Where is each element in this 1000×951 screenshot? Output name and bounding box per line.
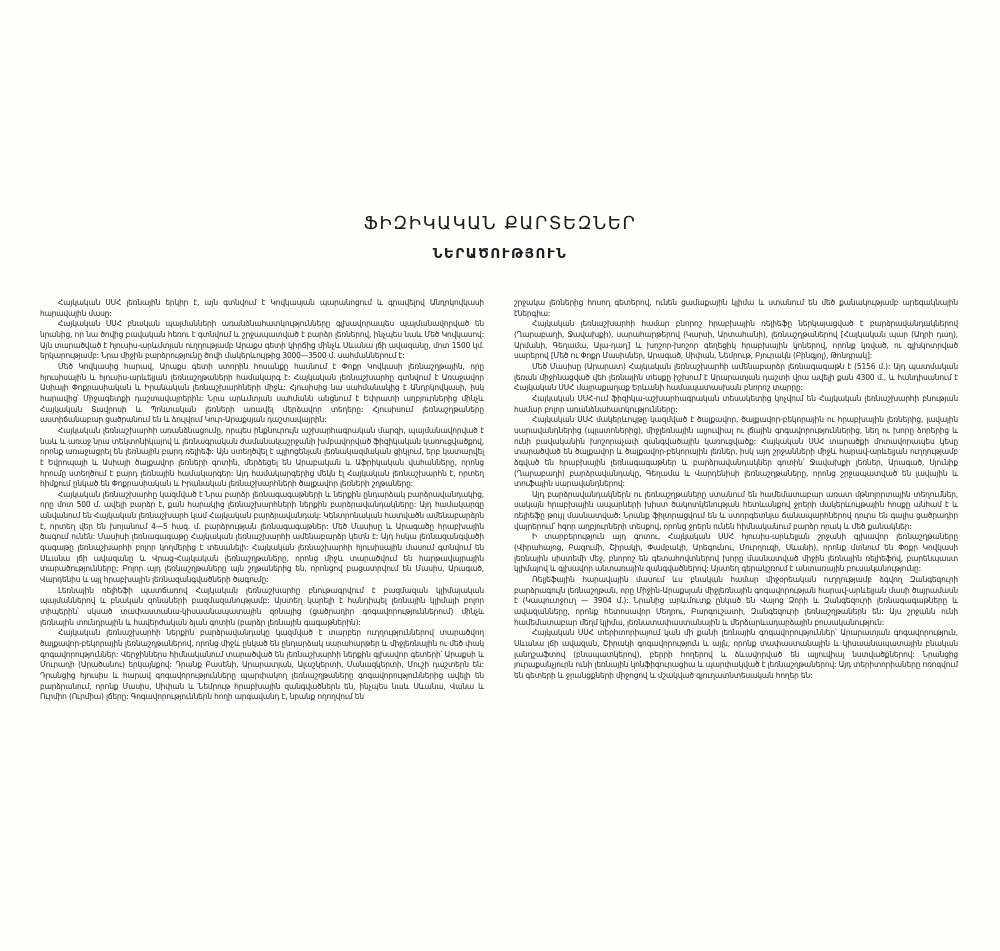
text-column-left [40,297,484,702]
paragraph: Մեծ Կովկասից հարավ, Արաքս գետի ստորին հոսանքը հասնում է Փոքր Կովկասի լեռնաշղթային, որը հյուսիսային և հյուսիս-արևելյան լեռնաշղթաների համակարգ է: Հայկական լեռնաշխարհը գտնվում է Առաջավոր Ասիայի Փոքրասիական և Իրանական լեռնաշխարհների միջև: Հյուսիսից նա սահմանակից է Անդրկովկասի, իսկ հարավից՝ Միջագետքի դաշտավայրերին: Նրա արևմտյան սահմանն անցնում է Եփրատի աղբյուրներից մինչև Հայկական Տավրոսի և Պոնտական լեռների առավել մերձավոր տեղերը: Հյուսիսում լեռնաշղթաները աստիճանաբար ցածրանում են և ձուլվում Կուր-Արաքսյան դաշտավայրին: [40,360,484,425]
paragraph: Հայկական լեռնաշխարհի համար բնորոշ հրաբխային ռելիեֆը ներկայացված է բարձրավանդակներով (Ղարաբաղի, Ջավախքի), սարահարթերով (Կարսի, Արտահանի), լեռնաշղթաներով [Հայկական պար (Աղրի դաղ), Արմանի, Գեղամա, Ալա-դաղ] և խոշոր-խոշոր գեղեցիկ հրաբխային կոներով, որոնք կռված, ու գլխկոտրված սարերով [Մեծ ու Փոքր Մասիսներ, Արագած, Սիփան, Նեմրութ, Բյուրակն (Բինգյոլ), Թոնդրակ]: [514,318,958,361]
paragraph: Հայկական ՍՍՀ լեռնային երկիր է, այն գտնվում է Կովկասյան պարանոցում և գրավելով Անդրկովկասի հարավային մասը: [40,297,484,318]
text-column-right [514,297,958,681]
paragraph: Ի տարբերություն այդ գոտու, Հայկական ՍՍՀ հյուսիս-արևելյան շրջանի գլխավոր լեռնաշղթաները (Վիրահայոց, Բազումի, Շիրակի, Փամբակի, Արեգունու, Մուրղուզի, Սևանի), որոնք մտնում են Փոքր Կովկասի լեռնային սիստեմի մեջ, բնորոշ են գետահովտներով խորը մասնատված միջին լեռնային ռելիեֆով, բարենպաստ կլիմայով և գլխավոր անտառային զանգվածներով: Այստեղ գերակշռում է անտառային բուսականությունը: [514,531,958,574]
paragraph: Հայկական ՍՍՀ տերիտորիայում կան մի քանի լեռնային գոգավորություններ՝ Արարատյան գոգավորություն, Սևանա լճի ավազան, Շիրակի գոգավորություն և այլն, որոնք տափաստանային և կիսաանապատային բնական լանդշաֆտով (բնապատկերով), բերրի հողերով և ձևավորված են ալյուվիալ նստվածքներով: Նրանցից յուրաքանչյուրն ունի լեռնային կոնֆիգուրացիա և պարփակված է լեռնաշղթաներով: Այդ տերիտորիաները ոռոգվում են գետերի և ջրանցքների միջոցով և մշակված գյուղատնտեսական հողեր են: [514,627,958,680]
paragraph: շրջակա լեռներից հոսող գետերով, ունեն ցամաքային կլիմա և ստանում են մեծ քանակությամբ արեգակնային էներգիա: [514,297,958,318]
paragraph: Հայկական ՍՍՀ-ում ֆիզիկա-աշխարհագրական տեսակետից կոչվում են Հայկական լեռնաշխարհի բնության համար բոլոր առանձնահատկությունները: [514,392,958,414]
paragraph: Ռելյեֆային հարավային մասում ևս բնական համար միջօրեական ուղղությամբ ձգվող Զանգեզուրի բարձրագույն լեռնաշղթան, որը Միջին-Արաքսյան միջլեռնային գոգավորության հարավ-արևելյան մասի ծայրամասն է (Կապուտջուղ — 3904 մ.): Նրանից արևմուտք ընկած են Վայոց Ձորի և Զանգեզուրի լեռնագագաթները և ավազանները, որոնք հետոսավոր Մեղրու, Բարգուշատի, Զանգեզուրի լեռնաշղթաներն են: Այս շրջանն ունի համեմատաբար մեղմ կլիմա, լեռնատափաստանային և մերձարևադարձային բուսականություն: [514,574,958,627]
document-subtitle: ՆԵՐԱԾՈՒԹՅՈՒՆ [432,246,568,262]
paragraph: Հայկական ՍՍՀ մակերևույթը կազմված է ծալքավոր, ծալքավոր-բեկորային ու հրաբխային լեռներից, լավային սարավանդներից (պլատոներից), միջլեռնային ալյուվիալ ու լճային գոգավորություններից, նեղ ու խորը ձորերից և ունի բավականին խոշորաչափ զանգվածային կառուցվածք: Հայկական ՍՍՀ տարածքի մոտավորապես կեսը տարածված են ծալքավոր և ծալքավոր-բեկորային լեռներ, իսկ այդ շրջանների միջև հարավ-արևելյան ուղղությամբ ձգված են հրաբխային լեռնագագաթներ և բարձրավանդակներ գոտին՝ Ջավախքի լեռներ, Արագած, Սյունիք (Ղարաբաղի) բարձրավանդակը, Գեղամա և Վարդենիսի լեռնաշղթաները, որոնց շրջապատված են լավային և տուֆային սարավանդներով: [514,414,958,489]
paragraph: Հայկական ՍՍՀ բնական պայմանների առանձնահատկությունները գլխավորապես պայմանավորված են նրանից, որ նա ծովից բավական հեռու է գտնվում և շրջապատված է բարձր լեռներով, ինչպես նաև Մեծ Կովկասով: Այն տարածված է հյուսիս-արևմտյան ուղղությամբ Արաքս գետի կիրճից մինչև Սևանա լճի ավազանը, մոտ 1500 կմ. երկարությամբ: Նրա միջին բարձրությունը ծովի մակերևույթից 3000—3500 մ. սահմաններում է: [40,318,484,361]
paragraph: Հայկական լեռնաշխարհի առանձնացումը, որպես ինքնուրույն աշխարհագրական մարզի, պայմանավորված է նաև և առաջ նրա տեկտոնիկայով և լեռնագրական ժամանակաշրջանի խմբավորված ֆիզիկական կառուցվածքով, որոնք առաջացրել են լեռնային բարդ ռելիեֆ: Այն ստեղծվել է պլիոցենյան լեռնակազմական ցիկլում, երբ կատարվել է Եվրոպայի և Ասիայի ծալքավոր լեռների գոտին, մերձեցել են Արաբական և Աֆրիկական վահանները, որոնց հրումը ստեղծում է բարդ լեռնային համակարգեր: Այդ համակարգերից մեկն էլ Հայկական լեռնաշխարհն է, որտեղ հիմքում ընկած են Փոքրասիական և Իրանական լեռնաշխարհների ծալքավոր լեռների շղթաները: [40,424,484,489]
paragraph: Լեռնային ռելիեֆի պատճառով Հայկական լեռնաշխարհը բնութագրվում է բազմազան կլիմայական պայմաններով և բնական զոնաների բազմազանությամբ: Այստեղ կարելի է հանդիպել լեռնային կլիմայի բոլոր տիպերին՝ սկսած տափաստանա-կիսաանապատային զոնայից (ցածրադիր գոգավորություններում) մինչև լեռնային տունդրային և հավերժական ձյան գոտին (բարձր լեռնային գագաթներին): [40,584,484,627]
paragraph: Մեծ Մասիսը (Արարատ) Հայկական լեռնաշխարհի ամենաբարձր լեռնագագաթն է (5156 մ.): Այդ պատմական լեռան միջինացված վեհ լեռնային տեսքը իշխում է Արարատյան դաշտի վրա ավելի քան 4300 մ., և հանդիսանում է Հայկական ՍՍՀ մայրաքաղաք Երևանի համապատասխան բնորոշ տարրը: [514,360,958,393]
paragraph: Հայկական լեռնաշխարհը կազմված է Նրա բարձր լեռնագագաթների և ներքին ընդարձակ բարձրավանդակից, որը մոտ 500 մ. ավելի բարձր է, քան հարակից լեռնաշխարհների ներքին բարձրավանդակները: Այդ համակարգը անվանում են Հայկական լեռնաշխարհ կամ Հայկական բարձրավանդակ: Կենտրոնական հատվածն ամենաբարձրն է, որտեղ վեր են խոյանում 4—5 հազ. մ. բարձրության լեռնագագաթներ: Մեծ Մասիսը և Արագածը հրաբխային ծագում ունեն: Մասիսի լեռնագագաթը Հայկական լեռնաշխարհի ամենաբարձր կետն է: Այդ հսկա լեռնազանգվածի գագաթը լեռնաշխարհի բոլոր կողմերից է տեսանելի: Հայկական լեռնաշխարհի հյուսիսային մասում գտնվում են Սևանա լճի ավազանը և Վրաց-Հայկական լեռնաշղթաները, որոնց միջև տարածվում են հարթավայրային տարածությունները: Բոլոր այդ լեռնաշղթաները այն շղթաներից են, որոնցով բացատրվում են Մասիս, Արագած, Վարդենիս և այլ հրաբխային լեռնազանգվածների ծագումը: [40,488,484,585]
paragraph: Այդ բարձրավանդակներն ու լեռնաշղթաները ստանում են համեմատաբար առատ մթնոլորտային տեղումներ, սակայն հրաբխային ապարների խիստ ծակոտկենության հետևանքով ջրերի մակերևույթային հոսքը անհամ է և ռելիեֆը թույլ մասնատված: Նրանք ֆիլտրացվում են և ստորգետնյա ճանապարհներով դուրս են գալիս ցածրադիր վայրերում՝ հզոր աղբյուրների տեսքով, որոնց ջրերն ունեն հիմնականում բարձր որակ և մեծ քանակներ: [514,488,958,531]
paragraph: Հայկական լեռնաշխարհի ներքին բարձրավանդակը կազմված է տարբեր ուղղություններով տարածվող ծալքավոր-բեկորային լեռնաշղթաներով, որոնց միջև ընկած են ընդարձակ սարահարթեր և միջլեռնային ու մեծ փակ գոգավորություններ: Վերջիններս հիմնականում տարածված են լեռնաշխարհի ներքին գլխավոր գետերի՝ Արաքսի և Մուրադի (Արածանու) երկայնքով: Դրանք Բասենի, Արարատյան, Ալաշկերտի, Մանազկերտի, Մուշի դաշտերն են: Դրանցից հյուսիս և հարավ գոգավորությունները պարփակող լեռնաշղթաները գոգավորություններից ավելի են բարձրանում, որոնք Մասիս, Սիփան և Նեմրութ հրաբխային զանգվածներն են, ինչպես նաև Սևանա, Վանա և Ուրմիո (Ուրմիա) լճերը: Գոգավորություններն հողի արգավանդ է, նրանք ողողվում են [40,627,484,702]
document-title: ՖԻԶԻԿԱԿԱՆ ՔԱՐՏԵԶՆԵՐ [363,213,637,234]
